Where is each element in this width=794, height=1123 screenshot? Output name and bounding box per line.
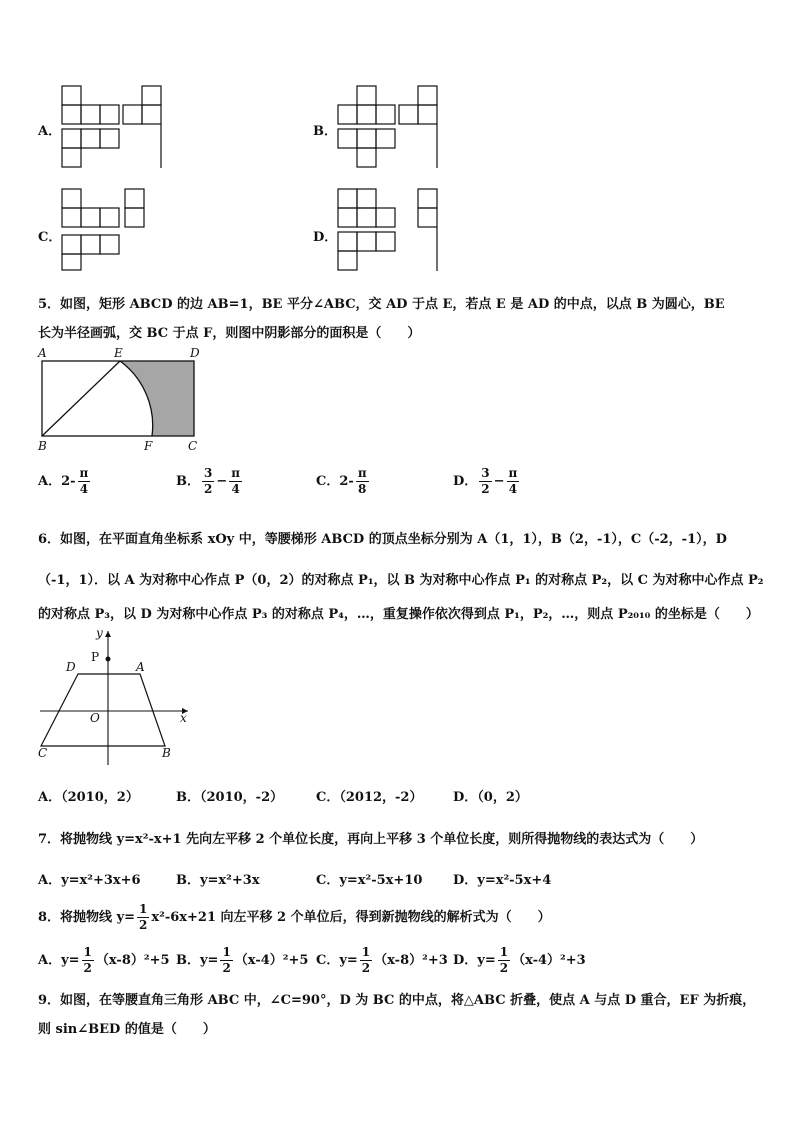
q5-label-b: B xyxy=(38,439,47,453)
q7-option-a[interactable]: A．y=x²+3x+6 xyxy=(38,873,141,888)
q6-label-d: D xyxy=(66,660,76,674)
q4-option-b-net xyxy=(336,84,442,170)
q4-option-b-label: B． xyxy=(313,124,337,139)
q9-stem-line2: 则 sin∠BED 的值是（ ） xyxy=(38,1022,216,1037)
q6-figure-trapezoid xyxy=(36,625,192,769)
q6-stem-line2: （-1，1）．以 A 为对称中心作点 P（0，2）的对称点 P₁，以 B 为对称中心作点 P₁ 的对称点 P₂，以 C 为对称中心作点 P₂ xyxy=(38,573,764,588)
q6-label-y: y xyxy=(96,626,103,640)
q6-label-x: x xyxy=(180,711,187,725)
q5-figure-rectangle xyxy=(34,344,209,454)
q6-option-a[interactable]: A．（2010，2） xyxy=(38,790,139,805)
q5-label-d: D xyxy=(190,346,200,360)
q5-shaded-region xyxy=(120,361,194,436)
q5-label-c: C xyxy=(188,439,198,453)
q4-option-c-label: C． xyxy=(38,230,62,245)
q5-stem-line2: 长为半径画弧，交 BC 于点 F，则图中阴影部分的面积是（ ） xyxy=(38,326,421,341)
q8-option-b[interactable]: B．y= $\frac{1}{2}$ （x-4）²+5 xyxy=(176,945,309,975)
q9-stem-line1: 9．如图，在等腰直角三角形 ABC 中，∠C=90°，D 为 BC 的中点，将△ABC 折叠，使点 A 与点 D 重合，EF 为折痕， xyxy=(38,993,756,1008)
q5-option-d[interactable]: D． $\frac{3}{2}$ − $\frac{\pi}{4}$ xyxy=(453,466,518,496)
q6-option-d[interactable]: D．（0，2） xyxy=(453,790,528,805)
q7-option-c[interactable]: C．y=x²-5x+10 xyxy=(316,873,423,888)
q6-stem-line1: 6．如图，在平面直角坐标系 xOy 中，等腰梯形 ABCD 的顶点坐标分别为 A（1，1），B（2，-1），C（-2，-1），D xyxy=(38,532,727,547)
q6-label-p: P xyxy=(91,650,100,664)
q6-label-b: B xyxy=(162,746,171,760)
q5-label-a: A xyxy=(38,346,47,360)
q5-stem-line1: 5．如图，矩形 ABCD 的边 AB=1，BE 平分∠ABC，交 AD 于点 E，若点 E 是 AD 的中点，以点 B 为圆心，BE xyxy=(38,297,725,312)
q6-option-c[interactable]: C．（2012，-2） xyxy=(316,790,423,805)
q5-option-c[interactable]: C．2- $\frac{\pi}{8}$ xyxy=(316,466,367,496)
q6-label-o: O xyxy=(90,711,100,725)
q7-stem: 7．将抛物线 y=x²-x+1 先向左平移 2 个单位长度，再向上平移 3 个单位长度，则所得抛物线的表达式为（ ） xyxy=(38,832,704,847)
q5-option-a[interactable]: A．2- $\frac{\pi}{4}$ xyxy=(38,466,89,496)
q4-option-a-net xyxy=(60,84,166,170)
q5-option-b[interactable]: B． $\frac{3}{2}$ − $\frac{\pi}{4}$ xyxy=(176,466,241,496)
q5-label-f: F xyxy=(144,439,153,453)
q8-stem: 8．将抛物线 y= $\frac{1}{2}$ x²-6x+21 向左平移 2 个单位后，得到新抛物线的解析式为（ ） xyxy=(38,902,551,932)
q7-option-b[interactable]: B．y=x²+3x xyxy=(176,873,260,888)
q8-option-d[interactable]: D．y= $\frac{1}{2}$ （x-4）²+3 xyxy=(453,945,586,975)
q8-option-a[interactable]: A．y= $\frac{1}{2}$ （x-8）²+5 xyxy=(38,945,170,975)
q4-option-d-label: D． xyxy=(313,230,338,245)
q7-option-d[interactable]: D．y=x²-5x+4 xyxy=(453,873,552,888)
q6-option-b[interactable]: B．（2010，-2） xyxy=(176,790,284,805)
q8-option-c[interactable]: C．y= $\frac{1}{2}$ （x-8）²+3 xyxy=(316,945,448,975)
q4-option-a-label: A． xyxy=(38,124,62,139)
q4-option-d-net xyxy=(336,187,442,273)
q5-label-e: E xyxy=(114,346,123,360)
q4-option-c-net xyxy=(60,187,166,273)
q6-stem-line3: 的对称点 P₃，以 D 为对称中心作点 P₃ 的对称点 P₄，…，重复操作依次得到点 P₁，P₂，…，则点 P₂₀₁₀ 的坐标是（ ） xyxy=(38,607,759,622)
q6-label-a: A xyxy=(136,660,145,674)
q6-label-c: C xyxy=(38,746,48,760)
